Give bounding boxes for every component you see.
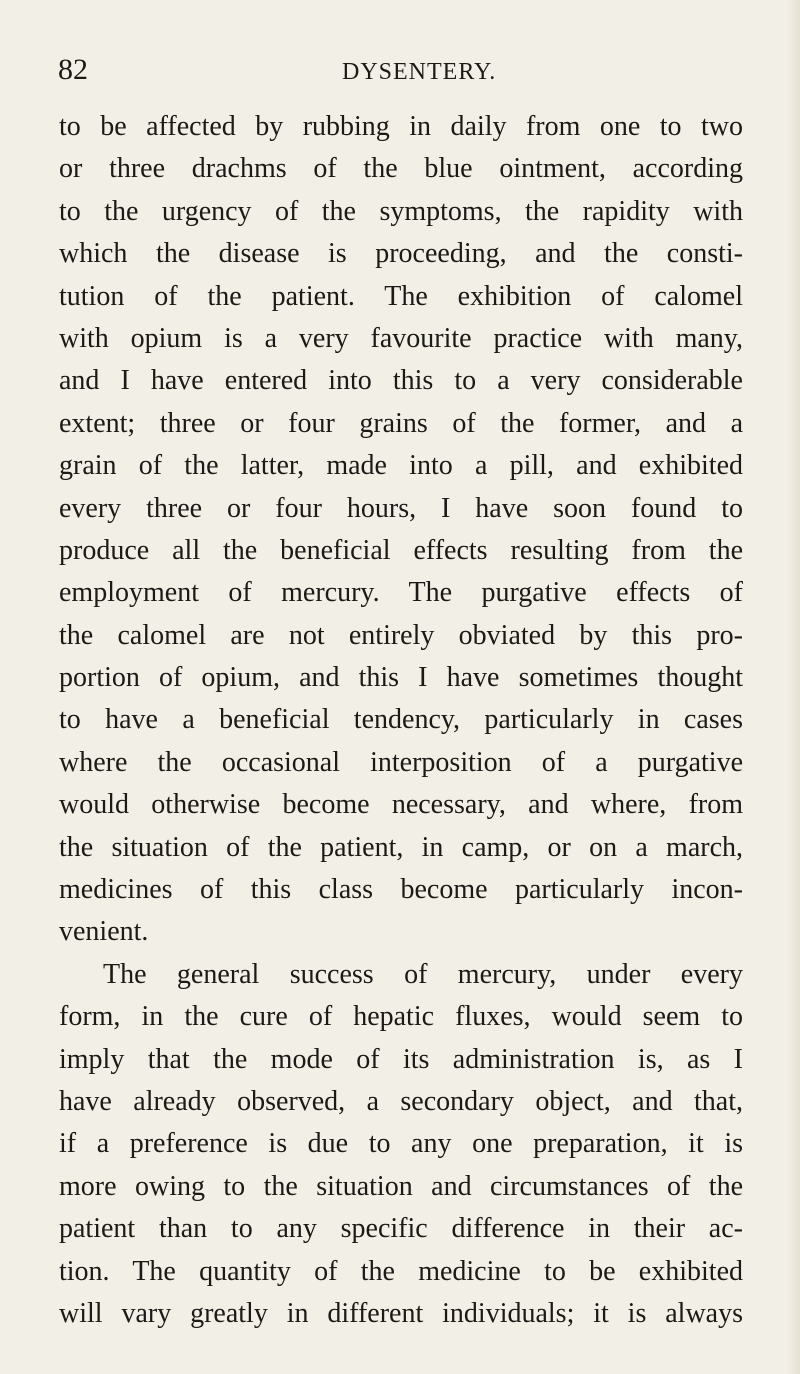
text-line: grain of the latter, made into a pill, and exhibited [59,450,743,482]
text-line: and I have entered into this to a very considerable [59,365,743,397]
body-text [59,106,743,1335]
page-number: 82 [58,53,88,86]
text-line: tution of the patient. The exhibition of calomel [59,280,743,312]
text-line: have already observed, a secondary object, and that, [59,1085,743,1117]
text-line: more owing to the situation and circumstances of the [59,1170,743,1202]
running-head [58,50,748,90]
text-line: employment of mercury. The purgative effects of [59,577,743,609]
text-line: extent; three or four grains of the former, and a [59,407,743,439]
text-line: with opium is a very favourite practice with many, [59,322,743,354]
text-line: if a preference is due to any one preparation, it is [59,1128,743,1160]
text-line: which the disease is proceeding, and the consti- [59,238,743,270]
text-line: form, in the cure of hepatic fluxes, would seem to [59,1001,743,1033]
text-line: portion of opium, and this I have sometimes thought [59,662,743,694]
text-line: or three drachms of the blue ointment, according [59,153,743,185]
text-line: every three or four hours, I have soon found to [59,492,743,524]
text-line: medicines of this class become particularly incon- [59,874,743,906]
text-line: produce all the beneficial effects resulting from the [59,534,743,566]
text-line: imply that the mode of its administration is, as I [59,1043,743,1075]
text-line: will vary greatly in different individuals; it is always [59,1297,743,1329]
text-line: venient. [59,916,149,948]
text-line: to the urgency of the symptoms, the rapidity with [59,195,743,227]
text-line: patient than to any specific difference in their ac- [59,1213,743,1245]
text-line: to have a beneficial tendency, particularly in cases [59,704,743,736]
text-line: to be affected by rubbing in daily from one to two [59,111,743,142]
text-line: the calomel are not entirely obviated by this pro- [59,619,743,651]
text-line: The general success of mercury, under every [103,958,743,990]
running-title: DYSENTERY. [342,59,497,85]
page-edge [786,0,800,1374]
text-line: the situation of the patient, in camp, or on a march, [59,831,743,863]
text-line: tion. The quantity of the medicine to be exhibited [59,1255,743,1287]
text-line: where the occasional interposition of a purgative [59,746,743,778]
text-line: would otherwise become necessary, and where, from [59,789,743,821]
